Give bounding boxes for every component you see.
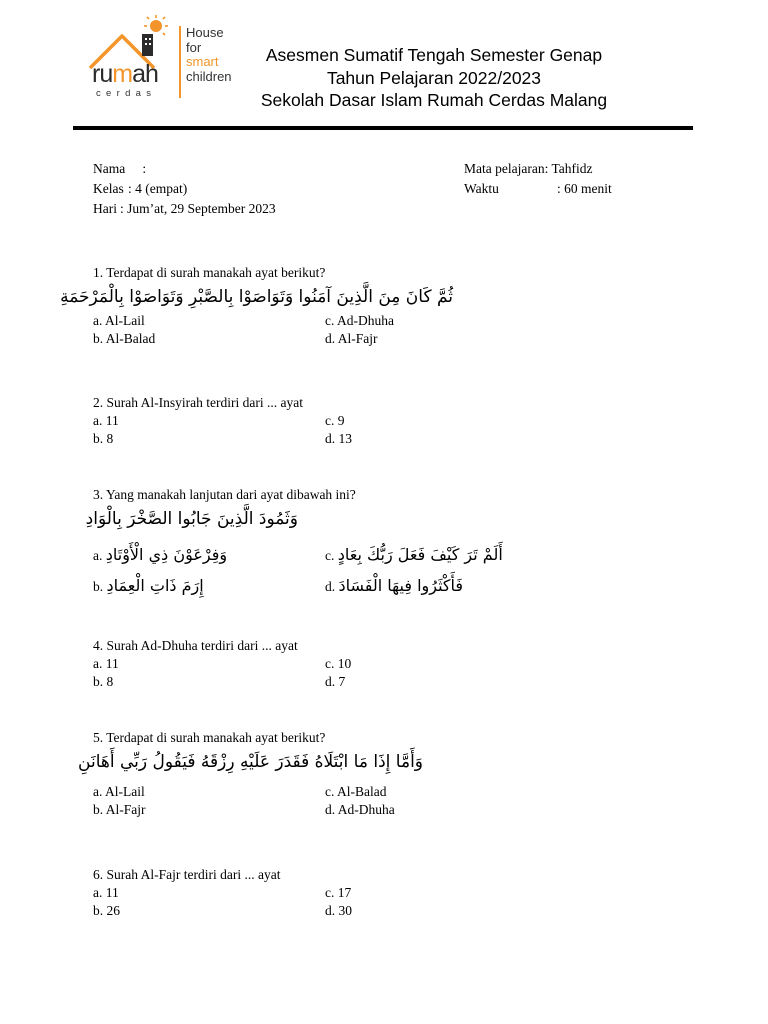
logo-tagline: House for smart children	[186, 25, 232, 84]
question-text: 6. Surah Al-Fajr terdiri dari ... ayat	[93, 867, 281, 882]
question-6	[93, 866, 693, 920]
options	[93, 884, 693, 920]
subject-info	[464, 159, 612, 199]
mapel-label: Mata pelajaran	[464, 161, 545, 176]
options	[93, 655, 693, 691]
mapel-value: : Tahfidz	[544, 161, 593, 176]
option-d[interactable]: d. 7	[325, 674, 346, 689]
option-c[interactable]: c. 9	[325, 413, 345, 428]
option-c[interactable]: c. 17	[325, 885, 352, 900]
waktu-label: Waktu	[464, 181, 499, 196]
option-a[interactable]: a. Al-Lail	[93, 313, 145, 328]
question-text: 1. Terdapat di surah manakah ayat berikut?	[93, 265, 326, 280]
logo-subtitle: cerdas	[96, 88, 157, 99]
arabic-options	[93, 540, 693, 602]
option-c[interactable]: c. 10	[325, 656, 352, 671]
option-d[interactable]: d. 13	[325, 431, 352, 446]
option-a[interactable]: a. 11	[93, 413, 119, 428]
hari-label: Hari	[93, 201, 117, 216]
document-header	[248, 44, 620, 112]
question-1	[60, 264, 693, 348]
question-text: 3. Yang manakah lanjutan dari ayat dibawah ini?	[93, 487, 356, 502]
arabic-verse: وَأَمَّا إِذَا مَا ابْتَلَاهُ فَقَدَرَ عَلَيْهِ رِزْقَهُ فَيَقُولُ رَبِّي أَهَانَنِ	[78, 752, 423, 772]
option-c[interactable]: c. Ad-Dhuha	[325, 313, 394, 328]
hari-value: : Jum’at, 29 September 2023	[120, 201, 276, 216]
kelas-label: Kelas	[93, 181, 124, 196]
option-a[interactable]: a. 11	[93, 885, 119, 900]
option-a[interactable]: a. Al-Lail	[93, 784, 145, 799]
question-text: 4. Surah Ad-Dhuha terdiri dari ... ayat	[93, 638, 298, 653]
nama-value: :	[142, 161, 147, 176]
option-a[interactable]: a. 11	[93, 656, 119, 671]
option-b[interactable]: b. 26	[93, 903, 120, 918]
option-b[interactable]: b. إِرَمَ ذَاتِ الْعِمَادِ	[93, 576, 204, 595]
school-logo	[86, 14, 248, 104]
logo-divider	[179, 26, 181, 98]
header-line-3: Sekolah Dasar Islam Rumah Cerdas Malang	[260, 90, 608, 110]
question-5	[78, 729, 693, 819]
logo-wordmark: rumah	[92, 60, 158, 88]
question-4	[93, 637, 693, 691]
header-rule	[73, 126, 693, 130]
header-line-2: Tahun Pelajaran 2022/2023	[326, 67, 542, 88]
arabic-verse: وَثَمُودَ الَّذِينَ جَابُوا الصَّخْرَ بِالْوَادِ	[85, 509, 298, 529]
option-d[interactable]: d. 30	[325, 903, 352, 918]
question-text: 5. Terdapat di surah manakah ayat berikut?	[93, 730, 326, 745]
option-b[interactable]: b. Al-Balad	[93, 331, 156, 346]
waktu-value: : 60 menit	[557, 181, 612, 196]
option-b[interactable]: b. 8	[93, 431, 114, 446]
nama-label: Nama	[93, 161, 126, 176]
question-3	[85, 486, 693, 602]
question-text: 2. Surah Al-Insyirah terdiri dari ... ayat	[93, 395, 303, 410]
option-b[interactable]: b. 8	[93, 674, 114, 689]
option-d[interactable]: d. Ad-Dhuha	[325, 802, 395, 817]
options	[93, 783, 693, 819]
arabic-verse: ثُمَّ كَانَ مِنَ الَّذِينَ آمَنُوا وَتَوَاصَوْا بِالصَّبْرِ وَتَوَاصَوْا بِالْمَرْحَمَةِ	[60, 287, 453, 307]
options	[93, 312, 693, 348]
question-2	[93, 394, 693, 448]
header-line-1: Asesmen Sumatif Tengah Semester Genap	[265, 45, 603, 65]
student-info	[93, 159, 276, 219]
option-d[interactable]: d. Al-Fajr	[325, 331, 378, 346]
option-c[interactable]: c. أَلَمْ تَرَ كَيْفَ فَعَلَ رَبُّكَ بِعَادٍ	[325, 545, 503, 564]
option-a[interactable]: a. وَفِرْعَوْنَ ذِي الْأَوْتَادِ	[93, 545, 228, 564]
options	[93, 412, 693, 448]
option-c[interactable]: c. Al-Balad	[325, 784, 387, 799]
option-d[interactable]: d. فَأَكْثَرُوا فِيهَا الْفَسَادَ	[325, 576, 464, 595]
kelas-value: : 4 (empat)	[128, 181, 188, 196]
option-b[interactable]: b. Al-Fajr	[93, 802, 146, 817]
